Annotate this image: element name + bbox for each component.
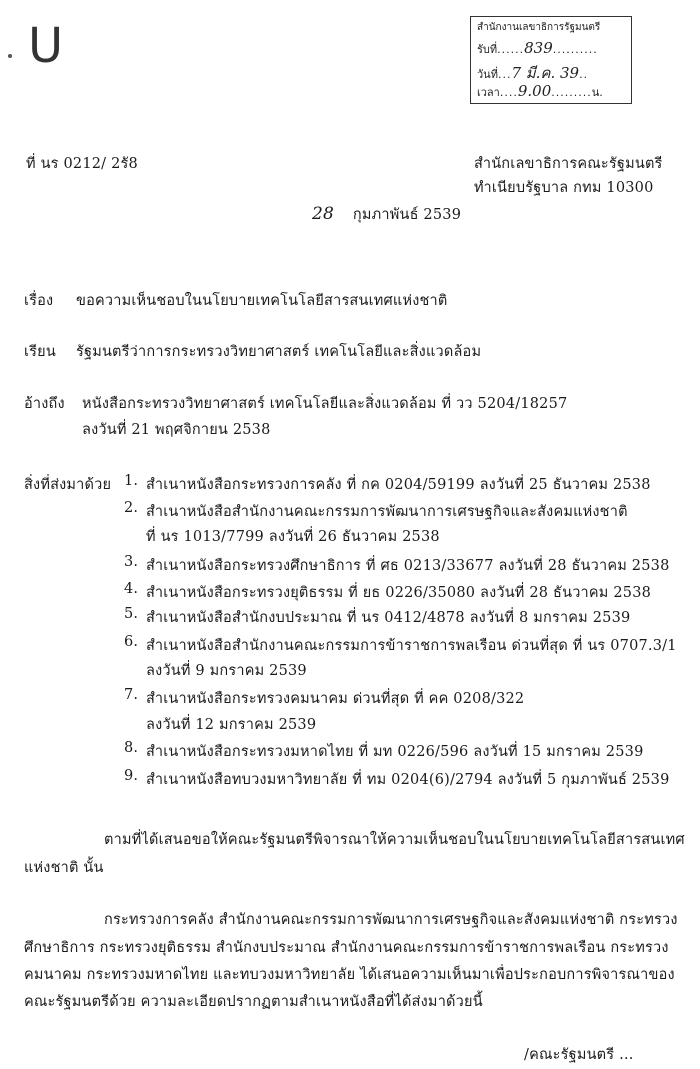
recipient-text: รัฐมนตรีว่าการกระทรวงวิทยาศาสตร์ เทคโนโลยีและสิ่งแวดล้อม — [76, 344, 482, 360]
date-day: 28 — [312, 204, 335, 224]
paragraph-2-line-4: คณะรัฐมนตรีด้วย ความละเอียดปรากฏตามสำเนาหนังสือที่ได้ส่งมาด้วยนี้ — [24, 994, 483, 1010]
paragraph-2-line-1: กระทรวงการคลัง สำนักงานคณะกรรมการพัฒนาการเศรษฐกิจและสังคมแห่งชาติ กระทรวง — [104, 912, 678, 928]
subject-label: เรื่อง — [24, 293, 54, 309]
enclosure-number: 5. — [124, 606, 139, 622]
paragraph-1-line-1: ตามที่ได้เสนอขอให้คณะรัฐมนตรีพิจารณาให้ความเห็นชอบในนโยบายเทคโนโลยีสารสนเทศ — [104, 832, 685, 848]
subject-text: ขอความเห็นชอบในนโยบายเทคโนโลยีสารสนเทศแห่งชาติ — [76, 293, 448, 309]
reference-label: อ้างถึง — [24, 396, 65, 412]
enclosure-number: 4. — [124, 581, 139, 597]
paragraph-2-line-2: ศึกษาธิการ กระทรวงยุติธรรม สำนักงบประมาณ สำนักงานคณะกรรมการข้าราชการพลเรือน กระทรวง — [24, 940, 669, 956]
stamp-time-row: เวลา....9.00.........น. — [477, 82, 603, 100]
reference-line-2: ลงวันที่ 21 พฤศจิกายน 2538 — [82, 422, 271, 438]
enclosure-line: สำเนาหนังสือกระทรวงมหาดไทย ที่ มท 0226/596 ลงวันที่ 15 มกราคม 2539 — [146, 744, 644, 760]
reference-number: ที่ นร 0212/ 2รั8 — [26, 156, 138, 172]
stamp-date-value: 7 มี.ค. 39 — [511, 64, 580, 82]
stamp-receipt-row: รับที่......839.......... — [477, 39, 598, 57]
corner-handwritten-mark: U — [28, 18, 64, 74]
enclosures-label: สิ่งที่ส่งมาด้วย — [24, 477, 112, 493]
enclosure-number: 9. — [124, 768, 139, 784]
recipient-label: เรียน — [24, 344, 56, 360]
enclosure-line: ที่ นร 1013/7799 ลงวันที่ 26 ธันวาคม 2538 — [146, 529, 440, 545]
stamp-agency: สำนักงานเลขาธิการรัฐมนตรี — [477, 22, 601, 33]
enclosure-line: สำเนาหนังสือกระทรวงยุติธรรม ที่ ยธ 0226/35080 ลงวันที่ 28 ธันวาคม 2538 — [146, 585, 652, 601]
stamp-time-value: 9.00 — [517, 82, 552, 100]
paragraph-1-line-2: แห่งชาติ นั้น — [24, 860, 104, 876]
enclosure-line: สำเนาหนังสือสำนักงานคณะกรรมการข้าราชการพลเรือน ด่วนที่สุด ที่ นร 0707.3/1 — [146, 638, 677, 654]
enclosure-number: 6. — [124, 634, 139, 650]
enclosure-line: สำเนาหนังสือสำนักงานคณะกรรมการพัฒนาการเศรษฐกิจและสังคมแห่งชาติ — [146, 504, 628, 520]
page-continuation: /คณะรัฐมนตรี ... — [524, 1047, 634, 1063]
enclosure-number: 8. — [124, 740, 139, 756]
enclosure-number: 2. — [124, 500, 139, 516]
date-month-year: กุมภาพันธ์ 2539 — [352, 207, 462, 223]
stamp-time-label: เวลา — [477, 86, 500, 99]
enclosure-line: สำเนาหนังสือกระทรวงการคลัง ที่ กค 0204/59199 ลงวันที่ 25 ธันวาคม 2538 — [146, 477, 651, 493]
sender-address: ทำเนียบรัฐบาล กทม 10300 — [474, 180, 654, 196]
enclosure-line: ลงวันที่ 9 มกราคม 2539 — [146, 663, 307, 679]
enclosure-line: สำเนาหนังสือทบวงมหาวิทยาลัย ที่ ทม 0204(6)/2794 ลงวันที่ 5 กุมภาพันธ์ 2539 — [146, 772, 670, 788]
enclosure-line: ลงวันที่ 12 มกราคม 2539 — [146, 717, 317, 733]
enclosure-line: สำเนาหนังสือกระทรวงคมนาคม ด่วนที่สุด ที่ คค 0208/322 — [146, 691, 525, 707]
stamp-receipt-label: รับที่ — [477, 43, 498, 56]
reference-line-1: หนังสือกระทรวงวิทยาศาสตร์ เทคโนโลยีและสิ่งแวดล้อม ที่ วว 5204/18257 — [82, 396, 568, 412]
enclosure-number: 1. — [124, 473, 139, 489]
document-date — [312, 203, 461, 226]
speck — [8, 54, 12, 58]
stamp-time-suffix: น. — [591, 86, 603, 99]
paragraph-2-line-3: คมนาคม กระทรวงมหาดไทย และทบวงมหาวิทยาลัย ได้เสนอความเห็นมาเพื่อประกอบการพิจารณาของ — [24, 967, 675, 983]
enclosure-line: สำเนาหนังสือสำนักงบประมาณ ที่ นร 0412/4878 ลงวันที่ 8 มกราคม 2539 — [146, 610, 631, 626]
sender-office: สำนักเลขาธิการคณะรัฐมนตรี — [474, 156, 663, 172]
stamp-receipt-number: 839 — [524, 39, 553, 57]
stamp-date-label: วันที่ — [477, 68, 498, 81]
stamp-date-row: วันที่...7 มี.ค. 39.. — [477, 64, 589, 82]
receipt-stamp — [470, 16, 632, 104]
enclosure-number: 7. — [124, 687, 139, 703]
enclosure-number: 3. — [124, 554, 139, 570]
enclosure-line: สำเนาหนังสือกระทรวงศึกษาธิการ ที่ ศธ 0213/33677 ลงวันที่ 28 ธันวาคม 2538 — [146, 558, 670, 574]
